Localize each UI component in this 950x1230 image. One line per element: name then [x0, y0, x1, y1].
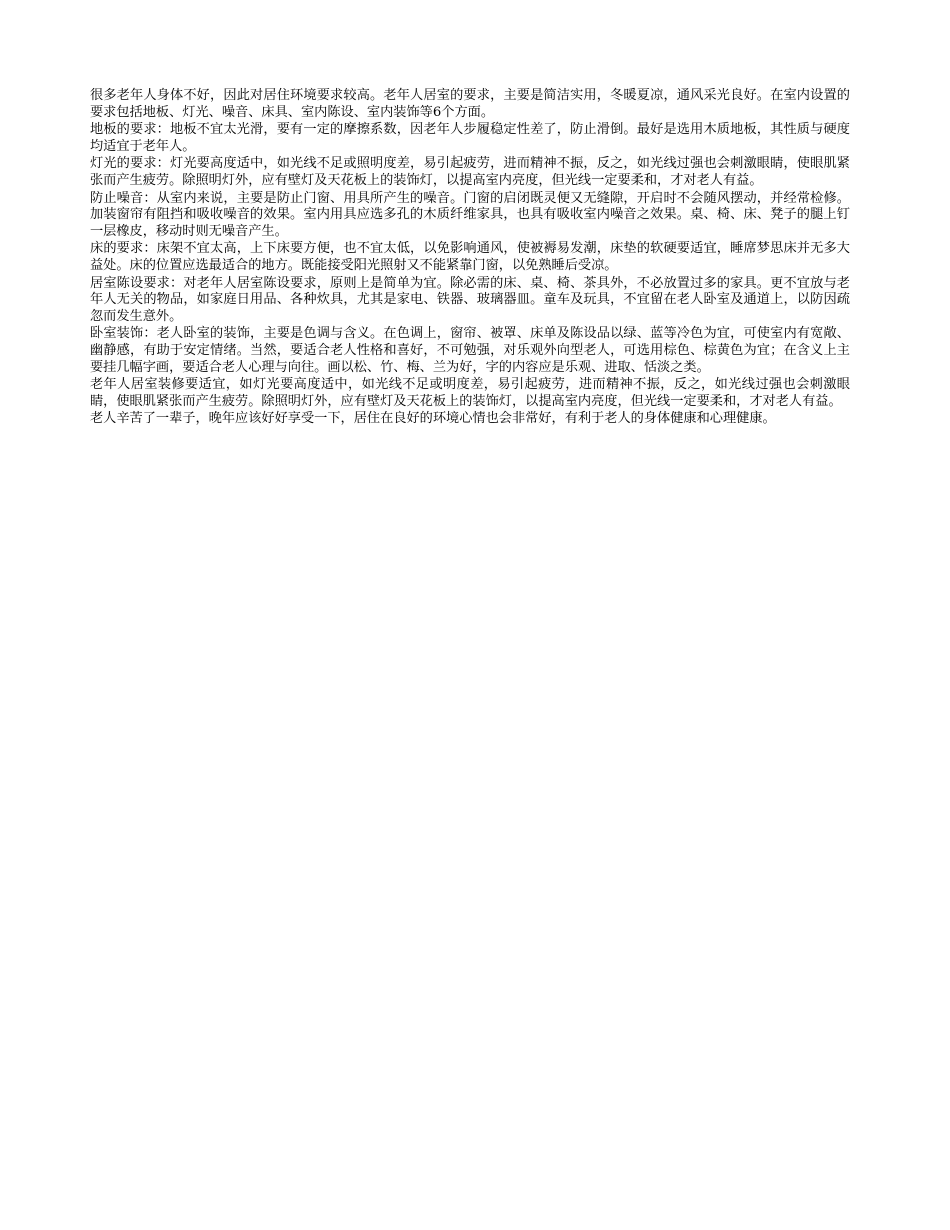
document-body: [90, 88, 850, 429]
paragraph-furnishing: 居室陈设要求：对老年人居室陈设要求，原则上是简单为宜。除必需的床、桌、椅、茶具外，不必放置过多的家具。更不宜放与老年人无关的物品，如家庭日用品、各种炊具，尤其是家电、铁器、玻璃器皿。童车及玩具，不宜留在老人卧室及通道上，以防因疏忽而发生意外。: [90, 275, 850, 324]
paragraph-floor: 地板的要求：地板不宜太光滑，要有一定的摩擦系数，因老年人步履稳定性差了，防止滑倒。最好是选用木质地板，其性质与硬度均适宜于老年人。: [90, 122, 850, 154]
paragraph-bed: 床的要求：床架不宜太高，上下床要方便，也不宜太低，以免影响通风，使被褥易发潮，床垫的软硬要适宜，睡席梦思床并无多大益处。床的位置应选最适合的地方。既能接受阳光照射又不能紧靠门窗，以免熟睡后受凉。: [90, 241, 850, 273]
paragraph-noise: 防止噪音：从室内来说，主要是防止门窗、用具所产生的噪音。门窗的启闭既灵便又无缝隙，开启时不会随风摆动，并经常检修。加装窗帘有阻挡和吸收噪音的效果。室内用具应选多孔的木质纤维家具，也具有吸收室内噪音之效果。桌、椅、床、凳子的腿上钉一层橡皮，移动时则无噪音产生。: [90, 190, 850, 239]
paragraph-intro: 很多老年人身体不好，因此对居住环境要求较高。老年人居室的要求，主要是简洁实用，冬暖夏凉，通风采光良好。在室内设置的要求包括地板、灯光、噪音、床具、室内陈设、室内装饰等6个方面。: [90, 88, 850, 120]
paragraph-renovation: 老年人居室装修要适宜，如灯光要高度适中，如光线不足或明度差，易引起疲劳，进而精神不振，反之，如光线过强也会刺激眼睛，使眼肌紧张而产生疲劳。除照明灯外，应有壁灯及天花板上的装饰灯，以提高室内亮度，但光线一定要柔和，才对老人有益。: [90, 377, 850, 409]
paragraph-lighting: 灯光的要求：灯光要高度适中，如光线不足或照明度差，易引起疲劳，进而精神不振，反之，如光线过强也会刺激眼睛，使眼肌紧张而产生疲劳。除照明灯外，应有壁灯及天花板上的装饰灯，以提高室内亮度，但光线一定要柔和，才对老人有益。: [90, 156, 850, 188]
paragraph-decoration: 卧室装饰：老人卧室的装饰，主要是色调与含义。在色调上，窗帘、被罩、床单及陈设品以绿、蓝等冷色为宜，可使室内有宽敞、幽静感，有助于安定情绪。当然，要适合老人性格和喜好，不可勉强，对乐观外向型老人，可选用棕色、棕黄色为宜；在含义上主要挂几幅字画，要适合老人心理与向往。画以松、竹、梅、兰为好，字的内容应是乐观、进取、恬淡之类。: [90, 326, 850, 375]
paragraph-conclusion: 老人辛苦了一辈子，晚年应该好好享受一下，居住在良好的环境心情也会非常好，有利于老人的身体健康和心理健康。: [90, 411, 776, 427]
